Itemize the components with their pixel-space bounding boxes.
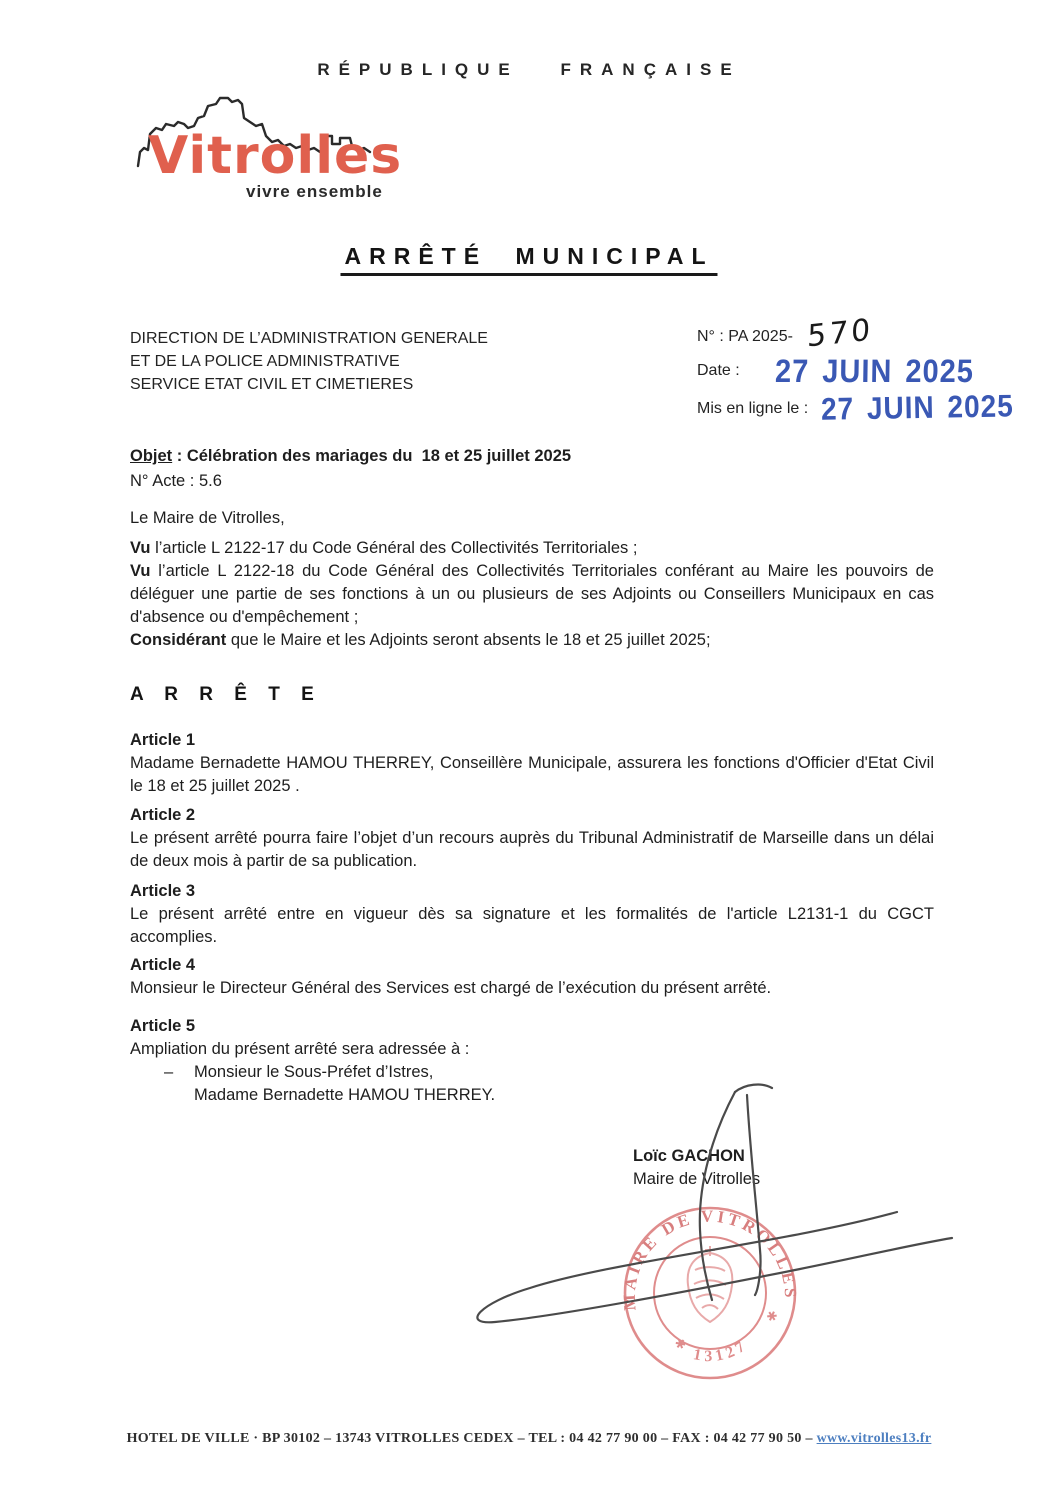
article-3 xyxy=(130,879,934,949)
article-1 xyxy=(130,728,934,798)
date-line xyxy=(697,356,1047,390)
seal-star-icon: ✱ xyxy=(672,1334,689,1353)
recipient-item xyxy=(130,1061,934,1084)
department-line: ET DE LA POLICE ADMINISTRATIVE xyxy=(130,353,400,370)
clause-considerant xyxy=(130,629,934,652)
article-title: Article 5 xyxy=(130,1017,196,1035)
department-line: DIRECTION DE L’ADMINISTRATION GENERALE xyxy=(130,330,488,347)
subject-block xyxy=(130,447,571,491)
preamble-clauses xyxy=(130,537,934,652)
decree-number-label: N° : PA 2025- xyxy=(697,328,793,345)
reference-block xyxy=(697,312,1047,428)
logo-tagline: vivre ensemble xyxy=(246,182,383,201)
municipal-seal-stamp xyxy=(615,1198,805,1388)
footer-website-link[interactable]: www.vitrolles13.fr xyxy=(816,1431,932,1446)
clause-lead: Vu xyxy=(130,539,151,557)
recipient-item xyxy=(130,1084,934,1107)
article-2 xyxy=(130,803,934,873)
seal-code: 13127 xyxy=(691,1336,752,1366)
subject-text: : Célébration des mariages du 18 et 25 juillet 2025 xyxy=(172,447,572,465)
footer-address: HOTEL DE VILLE · BP 30102 – 13743 VITROLLES CEDEX – TEL : 04 42 77 90 00 – FAX : 04 42 77 90 50 – xyxy=(126,1431,817,1446)
clause-lead: Vu xyxy=(130,562,151,580)
subject-line xyxy=(130,447,571,466)
article-title: Article 2 xyxy=(130,806,196,824)
article-title: Article 1 xyxy=(130,731,196,749)
seal-ring-text: MAIRE DE VITROLLES xyxy=(619,1206,801,1311)
clause-text: que le Maire et les Adjoints seront absents le 18 et 25 juillet 2025; xyxy=(226,631,711,649)
signatory-title: Maire de Vitrolles xyxy=(633,1170,761,1188)
article-body: Le présent arrêté pourra faire l’objet d’un recours auprès du Tribunal Administratif de Marseille dans un délai de deux mois à partir de sa publication. xyxy=(130,829,934,870)
list-dash: – xyxy=(164,1063,174,1081)
republic-title: RÉPUBLIQUE FRANÇAISE xyxy=(317,60,741,79)
decree-number-handwritten: 570 xyxy=(806,312,874,355)
department-line: SERVICE ETAT CIVIL ET CIMETIERES xyxy=(130,376,414,393)
footer xyxy=(0,1431,1058,1447)
article-body: Ampliation du présent arrêté sera adressée à : xyxy=(130,1040,470,1058)
document-title: ARRÊTÉ MUNICIPAL xyxy=(340,243,717,276)
svg-text:MAIRE DE VITROLLES xyxy=(620,1207,801,1311)
recipient-list xyxy=(130,1061,934,1107)
clause-vu-1 xyxy=(130,537,934,560)
recipient-text: Madame Bernadette HAMOU THERREY. xyxy=(194,1086,496,1104)
vitrolles-logo xyxy=(130,88,420,208)
svg-text:13127 xyxy=(692,1336,752,1365)
opening-line: Le Maire de Vitrolles, xyxy=(130,509,285,527)
date-stamp: 27 JUIN 2025 xyxy=(774,354,975,390)
act-number: N° Acte : 5.6 xyxy=(130,472,222,490)
clause-vu-2 xyxy=(130,560,934,629)
logo-wordmark: Vitrolles xyxy=(148,126,403,186)
issuing-department xyxy=(130,327,488,396)
online-line xyxy=(697,388,1047,428)
signatory-name: Loïc GACHON xyxy=(633,1147,745,1165)
seal-crest-icon xyxy=(688,1246,733,1322)
clause-text: l’article L 2122-18 du Code Général des Collectivités Territoriales conférant au Maire les pouvoirs de déléguer une partie de ses fonctions à un ou plusieurs de ses Adjoints ou Conseillers Municipaux en cas d'absence ou d'empêchement ; xyxy=(130,562,934,626)
article-title: Article 3 xyxy=(130,882,196,900)
article-body: Monsieur le Directeur Général des Services est chargé de l’exécution du présent arrêté. xyxy=(130,979,772,997)
article-body: Madame Bernadette HAMOU THERREY, Conseillère Municipale, assurera les fonctions d'Officier d'Etat Civil le 18 et 25 juillet 2025 . xyxy=(130,754,934,795)
signatory-block xyxy=(633,1145,760,1191)
article-body: Le présent arrêté entre en vigueur dès sa signature et les formalités de l'article L2131-1 du CGCT accomplies. xyxy=(130,905,934,946)
clause-text: l’article L 2122-17 du Code Général des Collectivités Territoriales ; xyxy=(150,539,638,557)
clause-lead: Considérant xyxy=(130,631,227,649)
handwritten-signature xyxy=(430,1080,970,1410)
recipient-text: Monsieur le Sous-Préfet d’Istres, xyxy=(194,1063,434,1081)
article-title: Article 4 xyxy=(130,956,196,974)
decision-heading: A R R Ê T E xyxy=(130,684,322,705)
list-dash xyxy=(130,1084,194,1107)
article-4 xyxy=(130,953,934,1000)
decree-number-line xyxy=(697,312,1047,356)
online-date-stamp: 27 JUIN 2025 xyxy=(820,388,1015,427)
date-label: Date : xyxy=(697,362,740,379)
article-5 xyxy=(130,1014,934,1107)
subject-label: Objet xyxy=(130,447,173,465)
online-label: Mis en ligne le : xyxy=(697,400,809,417)
seal-star-icon: ✱ xyxy=(763,1307,780,1326)
